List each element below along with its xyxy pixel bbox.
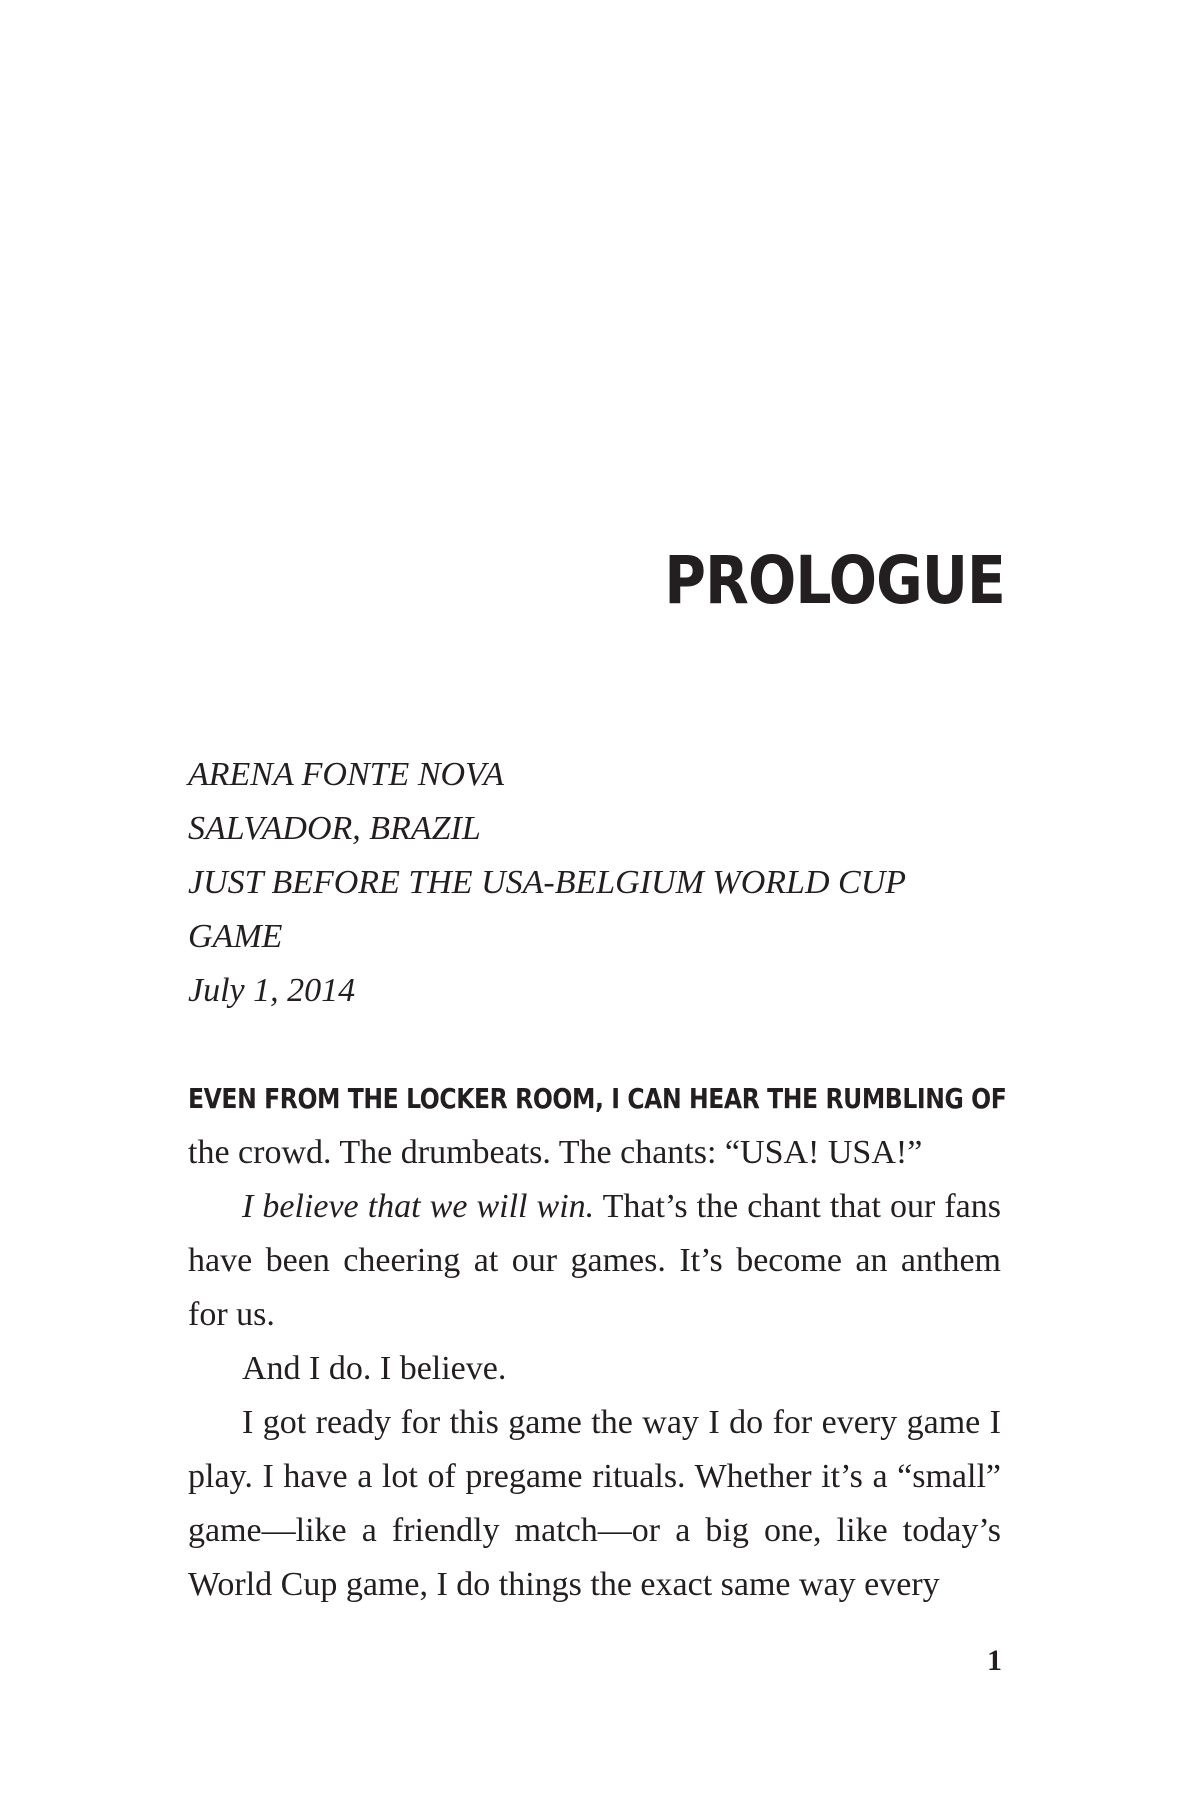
page-number: 1 bbox=[987, 1644, 1002, 1677]
dateline-venue: ARENA FONTE NOVA bbox=[188, 756, 505, 793]
body-text bbox=[188, 1072, 1007, 1612]
paragraph-1-text: the crowd. The drumbeats. The chants: “USA! USA!” bbox=[188, 1134, 923, 1171]
paragraph-3: And I do. I believe. bbox=[242, 1350, 507, 1387]
dateline-date: July 1, 2014 bbox=[188, 972, 356, 1009]
dateline-city: SALVADOR, BRAZIL bbox=[188, 810, 481, 847]
dateline-event: JUST BEFORE THE USA-BELGIUM WORLD CUP bbox=[188, 864, 907, 901]
paragraph-2-text: That’s the chant that our fans have been cheering at our games. It’s become an anthem for us. bbox=[188, 1188, 1001, 1333]
paragraph-1 bbox=[188, 1072, 1007, 1180]
lead-in-text: EVEN FROM THE LOCKER ROOM, I CAN HEAR THE RUMBLING OF bbox=[188, 1082, 1007, 1115]
dateline-event-continued: GAME bbox=[188, 918, 283, 955]
paragraph-2-emphasis: I believe that we will win. bbox=[242, 1188, 595, 1225]
chapter-title: PROLOGUE bbox=[664, 542, 1005, 619]
paragraph-4: I got ready for this game the way I do for every game I play. I have a lot of pregame rituals. Whether it’s a “small” game—like a friendly match—or a big one, like today’s World Cup game, I do things the exact same way every bbox=[188, 1404, 1001, 1603]
paragraph-2 bbox=[188, 1180, 1001, 1342]
dateline bbox=[188, 748, 1018, 1018]
